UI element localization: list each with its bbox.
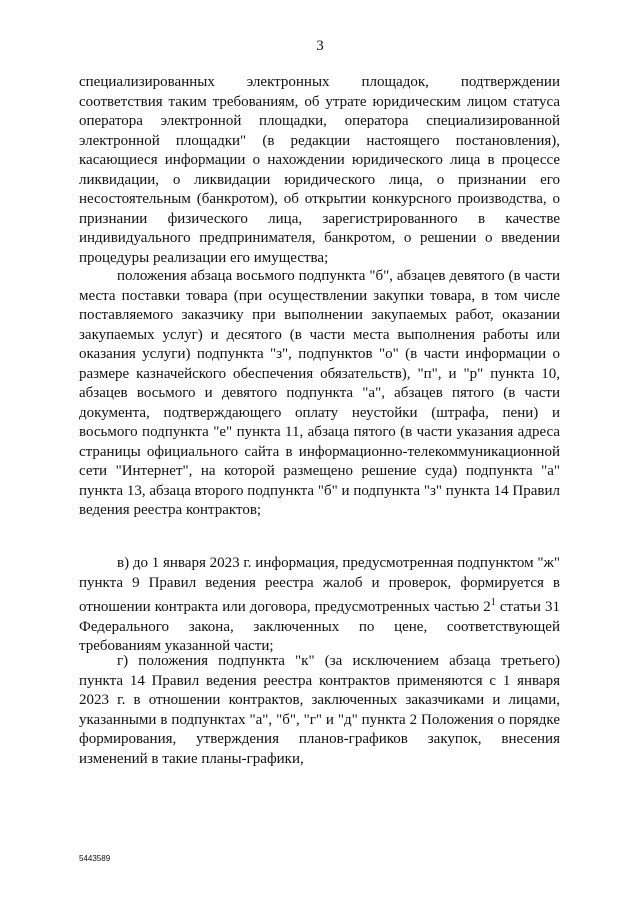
paragraph-continuation xyxy=(79,73,560,268)
paragraph-item-g xyxy=(79,652,560,769)
paragraph-text: г) положения подпункта "к" (за исключением абзаца третьего) пункта 14 Правил ведения реестра контрактов применяются с 1 января 2023 г. в отношении контрактов, заключенных заказчиками и лицами, указанными в подпунктах "а", "б", "г" и "д" пункта 2 Положения о порядке формирования, утверждения планов-графиков закупок, внесения изменений в такие планы-графики, xyxy=(79,653,560,767)
paragraph-text: положения абзаца восьмого подпункта "б", абзацев девятого (в части места поставки товара (при осуществлении закупки товара, в том числе поставляемого заказчику при выполнении закупаемых работ, оказании закупаемых услуг) и десятого (в части места выполнения работы или оказания услуги) подпункта "з", подпунктов "о" (в части информации о размере казначейского обеспечения обязательств), "п", и "р" пункта 10, абзацев восьмого и девятого подпункта "а", абзацев пятого (в части документа, подтверждающего оплату неустойки (штрафа, пени) и восьмого подпункта "е" пункта 11, абзаца пятого (в части указания адреса страницы официального сайта в информационно-телекоммуникационной сети "Интернет", на которой размещено решение суда) подпункта "а" пункта 13, абзаца второго подпункта "б" и подпункта "з" пункта 14 Правил ведения реестра контрактов; xyxy=(79,268,560,518)
page-number: 3 xyxy=(316,38,324,54)
paragraph-text-part: статьи 31 Федерального закона, заключенных по цене, соответствующей требованиям указанной части; xyxy=(79,599,560,654)
paragraph-text xyxy=(79,554,560,657)
paragraph-item-v xyxy=(79,554,560,657)
superscript: 1 xyxy=(490,597,496,608)
footer-document-code: 5443589 xyxy=(79,854,111,863)
paragraph-provisions xyxy=(79,267,560,521)
paragraph-text-part: в) до 1 января 2023 г. информация, предусмотренная подпунктом "ж" пункта 9 Правил ведения реестра жалоб и проверок, формируется в отношении контракта или договора, предусмотренных частью 2 xyxy=(79,555,560,615)
paragraph-text: специализированных электронных площадок, подтверждении соответствия таким требованиям, об утрате юридическим лицом статуса оператора электронной площадки, оператора специализированной электронной площадки" (в редакции настоящего постановления), касающиеся информации о нахождении юридического лица в процессе ликвидации, о ликвидации юридического лица, о признании его несостоятельным (банкротом), об открытии конкурсного производства, о признании физического лица, зарегистрированного в качестве индивидуального предпринимателя, банкротом, о решении о введении процедуры реализации его имущества; xyxy=(79,74,560,266)
